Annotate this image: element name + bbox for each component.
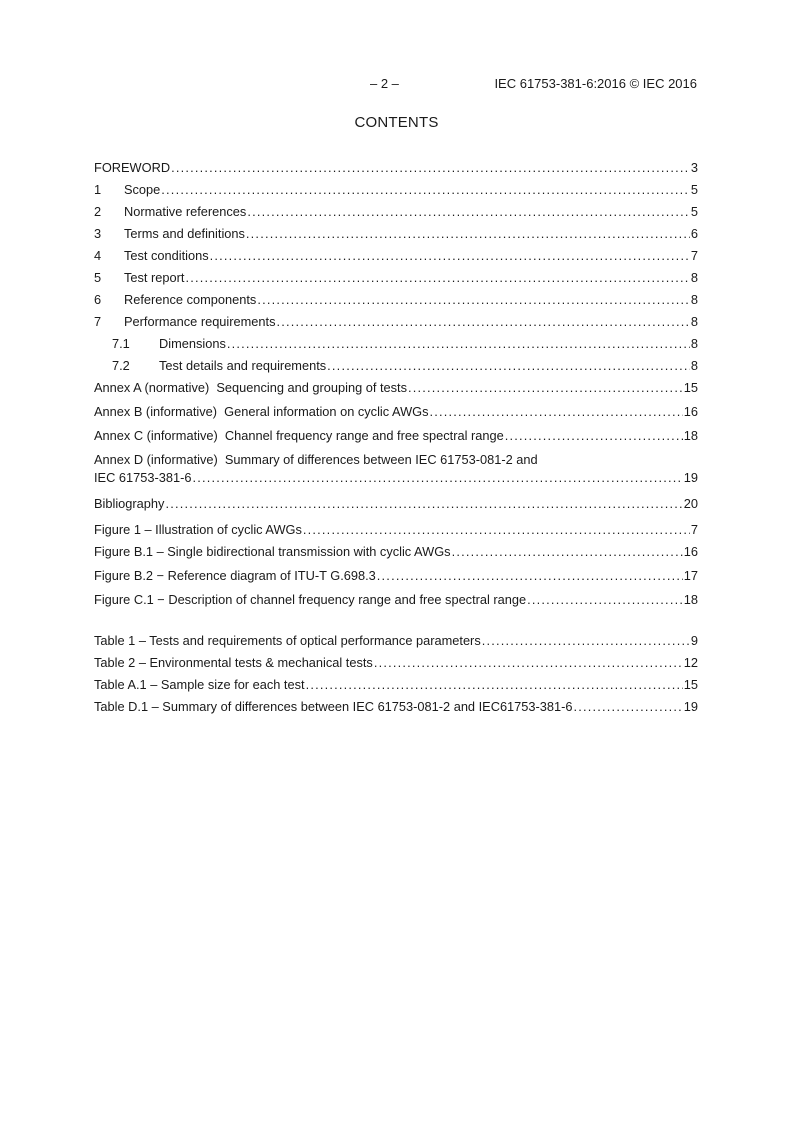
toc-entry-title: Normative references	[124, 204, 247, 219]
table-entry	[94, 652, 698, 674]
figure-entry-title: Figure 1 – Illustration of cyclic AWGs	[94, 522, 302, 537]
leader-dots	[482, 632, 690, 650]
leader-dots	[430, 403, 683, 421]
list-of-figures	[94, 519, 698, 613]
table-entry-title: Table A.1 – Sample size for each test	[94, 677, 305, 692]
toc-entry-foreword	[94, 157, 698, 179]
toc-entry-dimensions	[94, 333, 698, 355]
leader-dots	[210, 247, 690, 265]
figure-entry	[94, 565, 698, 589]
toc-entry-title: Performance requirements	[124, 314, 276, 329]
table-entry-page: 12	[683, 655, 698, 670]
toc-entry-test-details	[94, 355, 698, 377]
leader-dots	[374, 654, 683, 672]
figure-entry	[94, 589, 698, 613]
table-entry-page: 15	[683, 677, 698, 692]
toc-entry-page: 8	[690, 270, 698, 285]
toc-entry-page: 8	[690, 336, 698, 351]
leader-dots	[257, 291, 690, 309]
toc-entry-title: Test details and requirements	[159, 358, 327, 373]
toc-entry-title: Annex A (normative) Sequencing and grouping of tests	[94, 380, 408, 395]
toc-entry-bibliography	[94, 493, 698, 515]
table-entry	[94, 674, 698, 696]
figure-entry-page: 16	[683, 544, 698, 559]
toc-entry-number: 1	[94, 182, 102, 197]
leader-dots	[306, 676, 683, 694]
document-reference: IEC 61753-381-6:2016 © IEC 2016	[494, 76, 697, 91]
table-entry	[94, 630, 698, 652]
toc-entry-scope	[94, 179, 698, 201]
toc-entry-performance-requirements	[94, 311, 698, 333]
toc-entry-page: 5	[690, 204, 698, 219]
toc-entry-page: 8	[690, 292, 698, 307]
table-entry-page: 19	[683, 699, 698, 714]
table-entry-title: Table 1 – Tests and requirements of optical performance parameters	[94, 633, 481, 648]
toc-entry-test-report	[94, 267, 698, 289]
toc-entry-annex-d	[94, 449, 698, 493]
leader-dots	[505, 427, 683, 445]
leader-dots	[452, 543, 683, 561]
page-number: – 2 –	[370, 76, 399, 91]
leader-dots	[246, 225, 690, 243]
leader-dots	[408, 379, 683, 397]
contents-title: CONTENTS	[354, 114, 439, 131]
leader-dots	[247, 203, 690, 221]
leader-dots	[303, 521, 690, 539]
toc-entry-title-continued: IEC 61753-381-6	[94, 470, 192, 485]
leader-dots	[161, 181, 690, 199]
toc-entry-number: 2	[94, 204, 102, 219]
toc-entry-title: Annex D (informative) Summary of differences between IEC 61753-081-2 and	[94, 452, 538, 467]
toc-entry-title: Annex C (informative) Channel frequency range and free spectral range	[94, 428, 504, 443]
toc-entry-title: Reference components	[124, 292, 257, 307]
leader-dots	[171, 159, 690, 177]
leader-dots	[527, 591, 683, 609]
list-of-tables	[94, 630, 698, 718]
toc-entry-page: 8	[690, 314, 698, 329]
toc-entry-number: 4	[94, 248, 102, 263]
leader-dots	[185, 269, 689, 287]
toc-entry-number: 7	[94, 314, 102, 329]
page-header	[0, 76, 793, 92]
leader-dots	[165, 495, 682, 513]
figure-entry	[94, 541, 698, 565]
toc-entry-number: 3	[94, 226, 102, 241]
toc-entry-page: 15	[683, 380, 698, 395]
toc-entry-annex-a	[94, 377, 698, 401]
toc-entry-page: 3	[690, 160, 698, 175]
leader-dots	[192, 469, 682, 487]
toc-entry-terms	[94, 223, 698, 245]
toc-entry-page: 5	[690, 182, 698, 197]
toc-entry-title: Bibliography	[94, 496, 165, 511]
toc-main-list	[94, 157, 698, 515]
leader-dots	[574, 698, 683, 716]
toc-entry-page: 20	[683, 496, 698, 511]
figure-entry-title: Figure B.2 − Reference diagram of ITU-T G.698.3	[94, 568, 376, 583]
toc-entry-title: Annex B (informative) General information on cyclic AWGs	[94, 404, 429, 419]
toc-entry-title: Scope	[124, 182, 161, 197]
leader-dots	[277, 313, 690, 331]
table-entry-title: Table D.1 – Summary of differences between IEC 61753-081-2 and IEC61753-381-6	[94, 699, 573, 714]
toc-entry-page: 8	[690, 358, 698, 373]
figure-entry-page: 7	[690, 522, 698, 537]
table-entry-page: 9	[690, 633, 698, 648]
toc-entry-reference-components	[94, 289, 698, 311]
figure-entry-title: Figure C.1 − Description of channel frequency range and free spectral range	[94, 592, 527, 607]
toc-entry-normative-references	[94, 201, 698, 223]
toc-entry-title: Test conditions	[124, 248, 209, 263]
toc-entry-title: Test report	[124, 270, 185, 285]
leader-dots	[227, 335, 690, 353]
table-entry-title: Table 2 – Environmental tests & mechanical tests	[94, 655, 373, 670]
leader-dots	[377, 567, 683, 585]
toc-entry-number: 7.2	[112, 358, 130, 373]
toc-entry-page: 19	[683, 470, 698, 485]
table-entry	[94, 696, 698, 718]
toc-entry-annex-b	[94, 401, 698, 425]
toc-entry-page: 6	[690, 226, 698, 241]
figure-entry-title: Figure B.1 – Single bidirectional transmission with cyclic AWGs	[94, 544, 451, 559]
toc-entry-page: 16	[683, 404, 698, 419]
leader-dots	[327, 357, 690, 375]
toc-entry-title: Terms and definitions	[124, 226, 245, 241]
toc-entry-title: FOREWORD	[94, 160, 171, 175]
toc-entry-test-conditions	[94, 245, 698, 267]
figure-entry-page: 17	[683, 568, 698, 583]
toc-entry-title: Dimensions	[159, 336, 226, 351]
toc-entry-number: 7.1	[112, 336, 130, 351]
toc-entry-annex-c	[94, 425, 698, 449]
figure-entry	[94, 519, 698, 541]
toc-entry-page: 7	[690, 248, 698, 263]
toc-entry-page: 18	[683, 428, 698, 443]
toc-entry-number: 5	[94, 270, 102, 285]
toc-entry-number: 6	[94, 292, 102, 307]
figure-entry-page: 18	[683, 592, 698, 607]
